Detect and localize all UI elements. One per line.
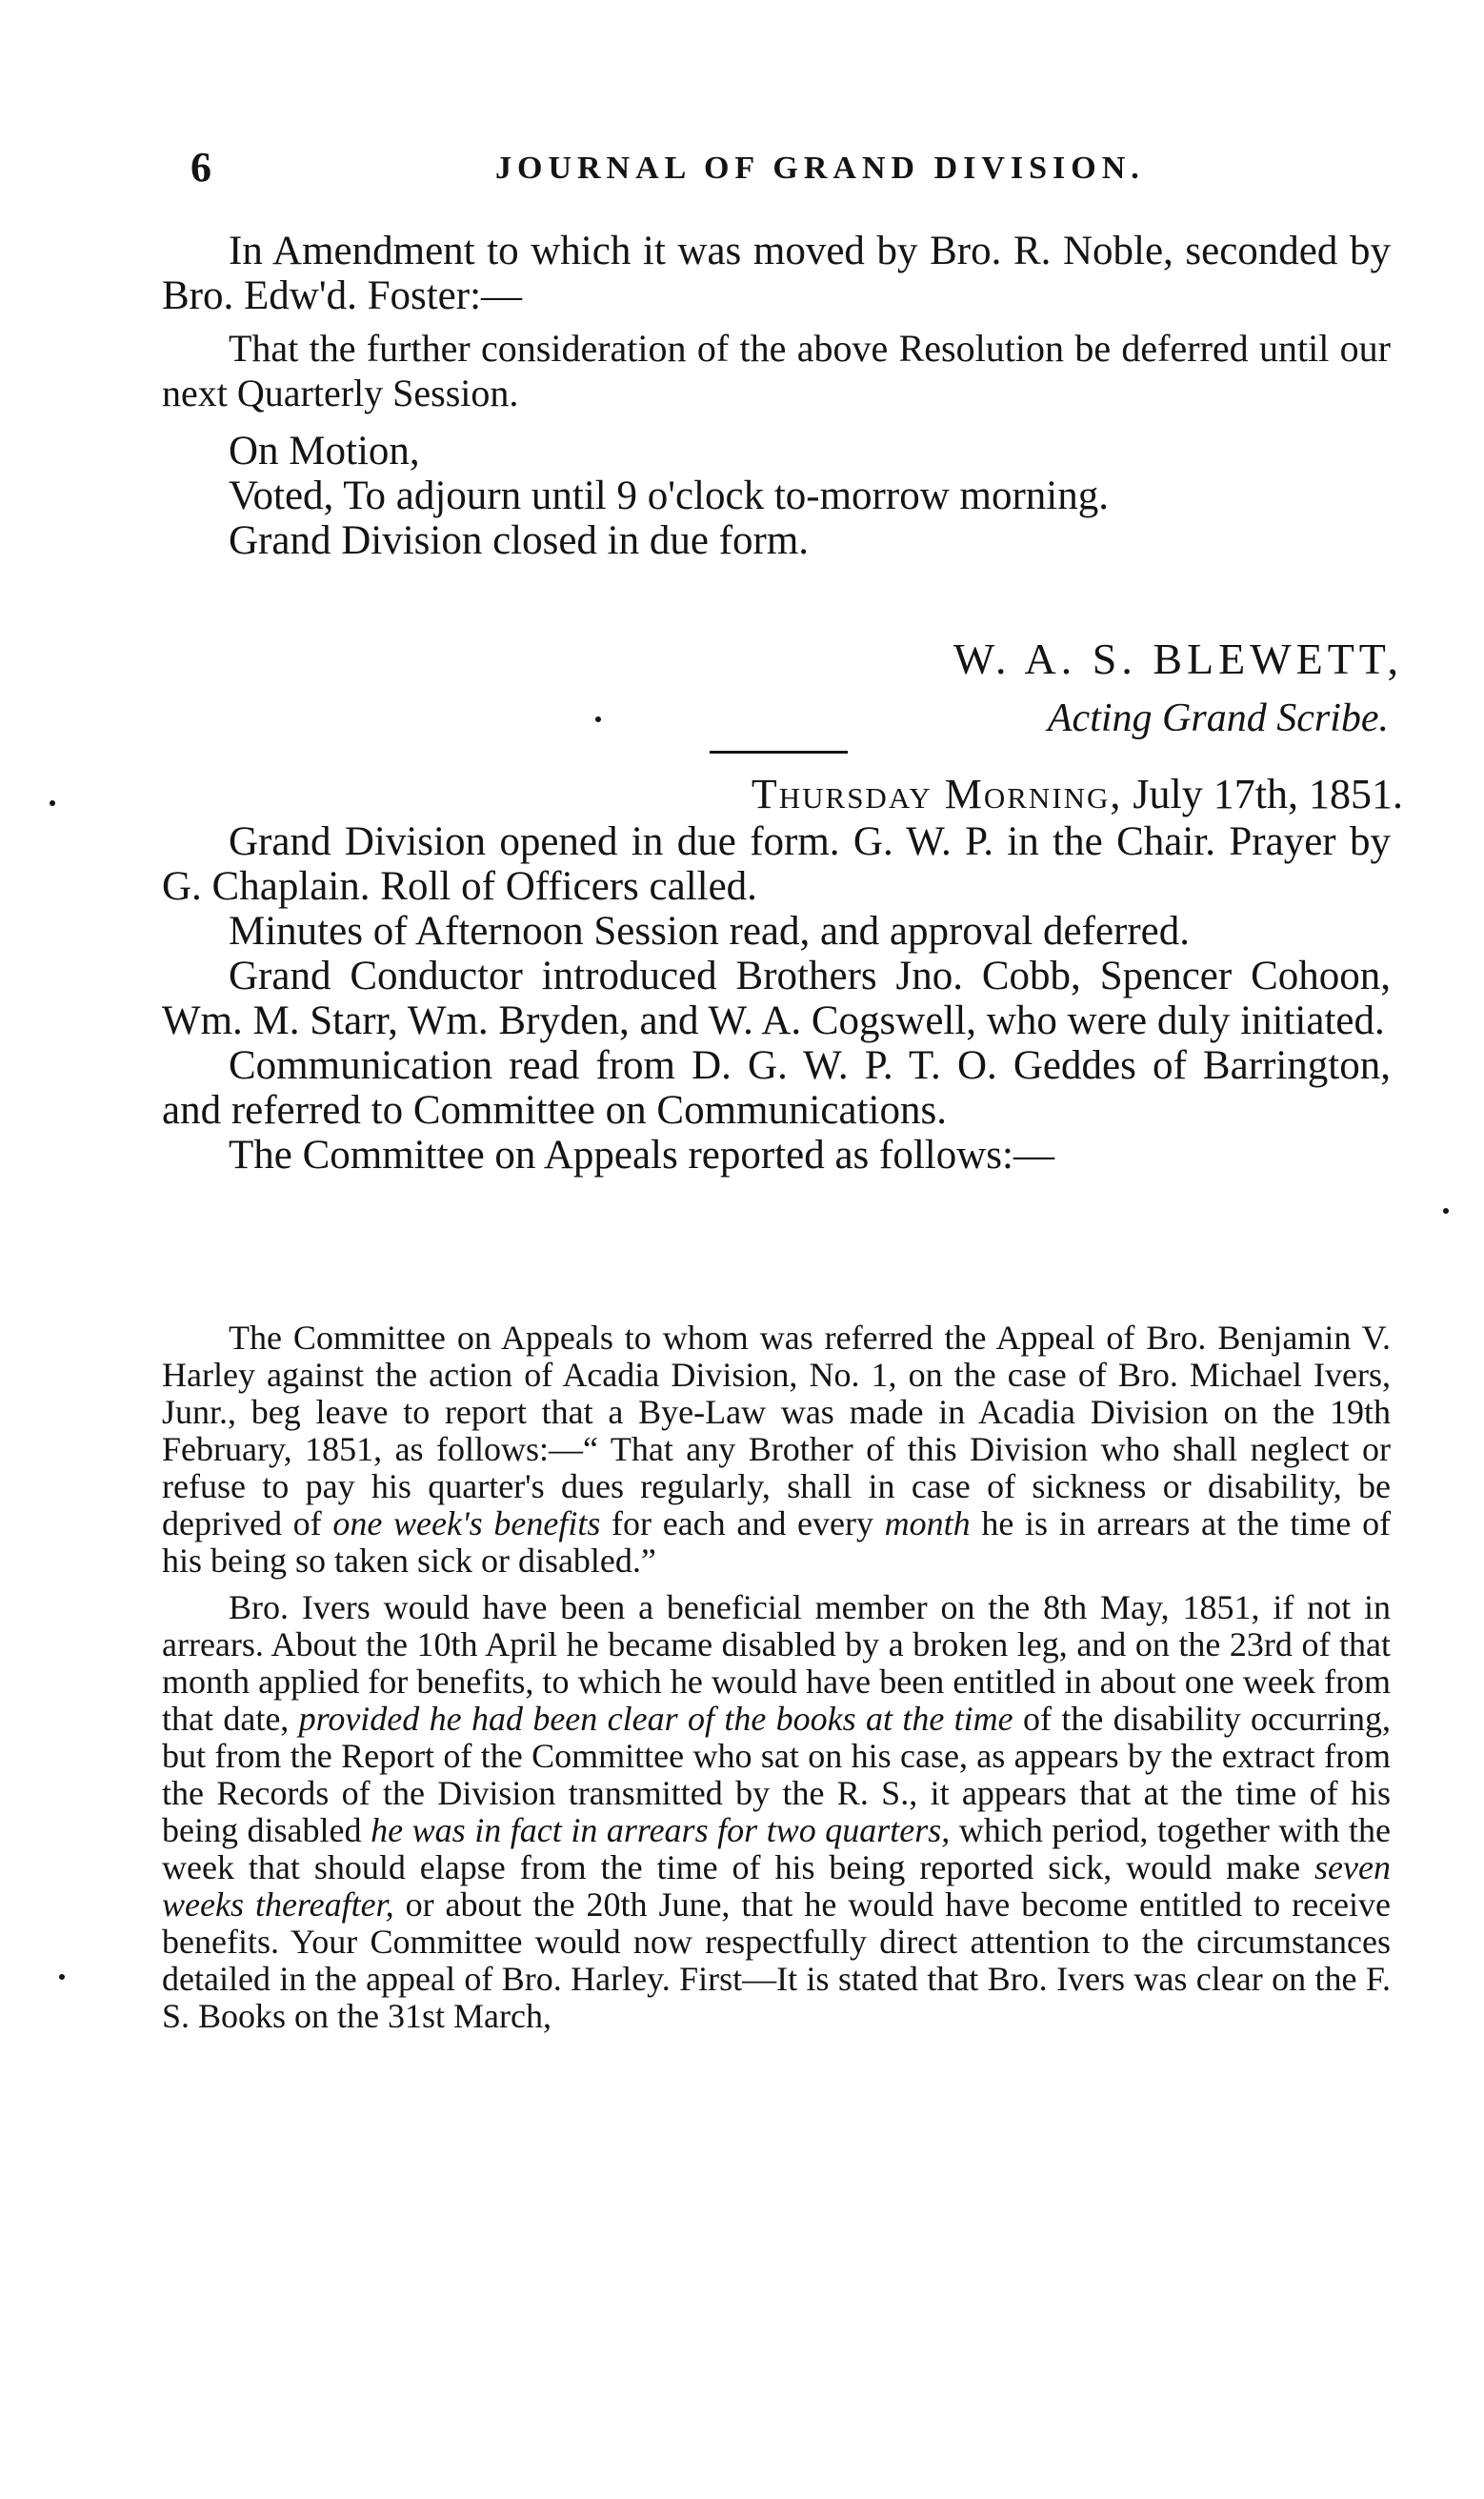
signature-name: W. A. S. BLEWETT, — [953, 635, 1403, 683]
amendment-intro: In Amendment to which it was moved by Bro. R. Noble, seconded by Bro. Edw'd. Foster:— — [162, 229, 1391, 318]
voted-adjourn: Voted, To adjourn until 9 o'clock to-morrow morning. — [229, 474, 1109, 518]
margin-speck — [59, 1974, 65, 1980]
section-rule — [710, 751, 848, 754]
division-closed: Grand Division closed in due form. — [229, 518, 810, 563]
signature-title: Acting Grand Scribe. — [1047, 696, 1389, 740]
page-header — [181, 143, 1400, 200]
dateline — [752, 770, 1403, 818]
session-section — [162, 819, 1391, 1178]
amendment-resolution: That the further consideration of the above Resolution be deferred until our next Quarterly Session. — [162, 327, 1391, 414]
on-motion: On Motion, — [229, 429, 420, 474]
margin-speck — [595, 716, 601, 722]
appeals-report-intro: The Committee on Appeals reported as follows:— — [229, 1133, 1054, 1178]
dateline-date: July 17th, 1851. — [1133, 771, 1403, 817]
margin-speck — [1443, 1208, 1449, 1214]
amendment-section — [162, 229, 1391, 563]
page-number: 6 — [191, 144, 211, 191]
report-paragraph-1: The Committee on Appeals to whom was referred the Appeal of Bro. Benjamin V. Harley against the action of Acadia Division, No. 1, on the case of Bro. Michael Ivers, Junr., beg leave to report that a Bye-Law was made in Acadia Division on the 19th February, 1851, as follows:—“ That any Brother of this Division who shall neglect or refuse to pay his quarter's dues regularly, shall in case of sickness or disability, be deprived of one week's benefits for each and every month he is in arrears at the time of his being so taken sick or disabled.” — [162, 1319, 1392, 1580]
margin-speck — [50, 800, 55, 806]
report-paragraph-2: Bro. Ivers would have been a beneficial member on the 8th May, 1851, if not in arrears. About the 10th April he became disabled by a broken leg, and on the 23rd of that month applied for benefits, to which he would have been entitled in about one week from that date, provided he had been clear of the books at the time of the disability occurring, but from the Report of the Committee who sat on his case, as appears by the extract from the Records of the Division transmitted by the R. S., it appears that at the time of his being disabled he was in fact in arrears for two quarters, which period, together with the week that should elapse from the time of his being reported sick, would make seven weeks thereafter, or about the 20th June, that he would have become entitled to receive benefits. Your Committee would now respectfully direct attention to the circumstances detailed in the appeal of Bro. Harley. First—It is stated that Bro. Ivers was clear on the F. S. Books on the 31st March, — [162, 1588, 1392, 2035]
communication-read: Communication read from D. G. W. P. T. O. Geddes of Barrington, and referred to Committee on Communications. — [162, 1043, 1391, 1133]
dateline-day: Thursday Morning, — [751, 771, 1123, 817]
appeals-report — [162, 1320, 1391, 2035]
minutes-read: Minutes of Afternoon Session read, and approval deferred. — [229, 909, 1191, 954]
running-head: JOURNAL OF GRAND DIVISION. — [495, 151, 1145, 186]
brothers-initiated: Grand Conductor introduced Brothers Jno. Cobb, Spencer Cohoon, Wm. M. Starr, Wm. Bryden, and W. A. Cogswell, who were duly initiated. — [162, 954, 1391, 1043]
session-opening: Grand Division opened in due form. G. W. P. in the Chair. Prayer by G. Chaplain. Roll of Officers called. — [162, 819, 1391, 909]
